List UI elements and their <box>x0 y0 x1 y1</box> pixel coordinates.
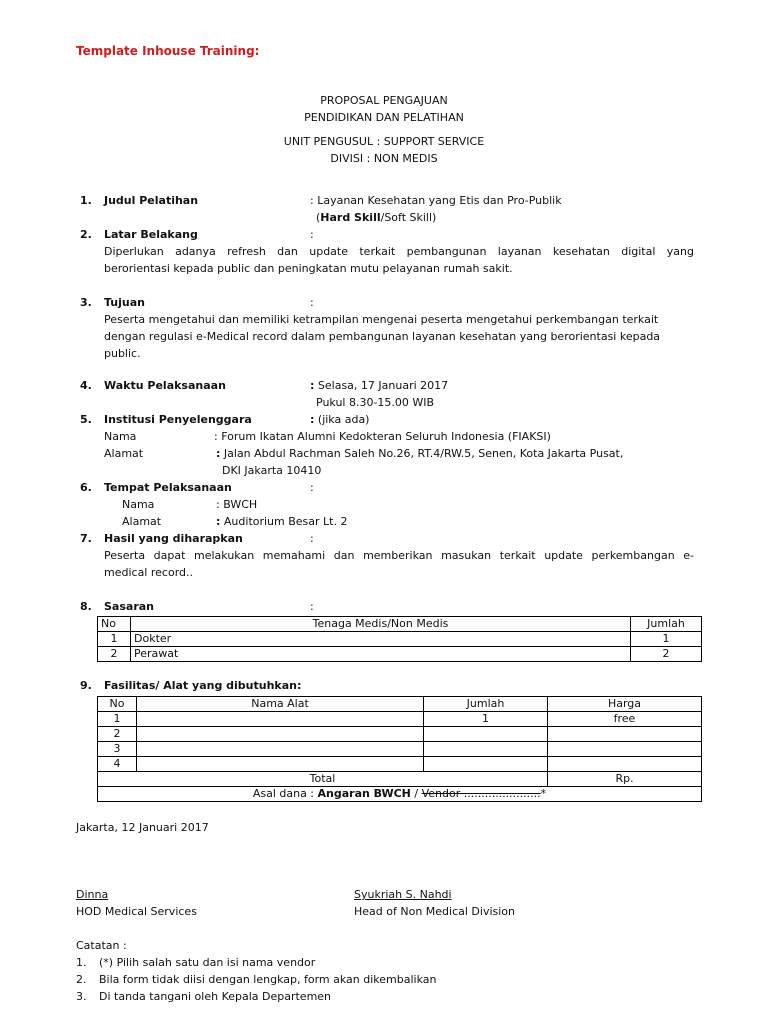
table-cell: 1 <box>98 632 131 647</box>
s1-number: 1. <box>80 194 92 207</box>
s6-name-label: Nama <box>122 498 155 511</box>
s2-line-2: berorientasi kepada public dan peningkatan mutu pelayanan rumah sakit. <box>104 262 513 275</box>
s3-line-1: Peserta mengetahui dan memiliki ketrampilan mengenai peserta mengetahui perkembangan terkait <box>104 313 659 326</box>
fund-row <box>98 787 702 802</box>
fund-source: Asal dana : Angaran BWCH / Vendor ......................* <box>98 787 702 802</box>
signature-right-title: Head of Non Medical Division <box>354 905 516 918</box>
table-cell: 1 <box>631 632 702 647</box>
table-cell <box>137 757 424 772</box>
divisi: DIVISI : NON MEDIS <box>330 152 438 165</box>
table-row <box>98 647 702 662</box>
note-3-number: 3. <box>76 990 87 1003</box>
signature-left-name: Dinna <box>76 888 109 901</box>
s3-number: 3. <box>80 296 92 309</box>
table-cell <box>548 742 702 757</box>
sasaran-table <box>97 616 702 662</box>
note-1-number: 1. <box>76 956 87 969</box>
table-header-cell: Jumlah <box>424 697 548 712</box>
total-value: Rp. <box>548 772 702 787</box>
table-cell <box>424 742 548 757</box>
s5-addr-line-1: : Jalan Abdul Rachman Saleh No.26, RT.4/RW.5, Senen, Kota Jakarta Pusat, <box>216 447 624 460</box>
table-row <box>98 727 702 742</box>
s3-line-3: public. <box>104 347 141 360</box>
s1-value: : Layanan Kesehatan yang Etis dan Pro-Publik <box>310 194 562 207</box>
table-row <box>98 757 702 772</box>
s6-addr-label: Alamat <box>122 515 162 528</box>
table-row <box>98 632 702 647</box>
s3-colon: : <box>310 296 314 309</box>
table-row <box>98 712 702 727</box>
s7-colon: : <box>310 532 314 545</box>
s5-number: 5. <box>80 413 92 426</box>
note-1-text: (*) Pilih salah satu dan isi nama vendor <box>99 956 316 969</box>
s5-name-label: Nama <box>104 430 137 443</box>
s6-addr-value: : Auditorium Besar Lt. 2 <box>216 515 348 528</box>
signature-left-title: HOD Medical Services <box>76 905 197 918</box>
s8-colon: : <box>310 600 314 613</box>
s5-addr-line-2: DKI Jakarta 10410 <box>222 464 322 477</box>
s6-number: 6. <box>80 481 92 494</box>
s4-time: Pukul 8.30-15.00 WIB <box>316 396 435 409</box>
table-header-row <box>98 697 702 712</box>
table-cell: 3 <box>98 742 137 757</box>
signature-right-name: Syukriah S. Nahdi <box>354 888 452 901</box>
table-cell: 2 <box>631 647 702 662</box>
s7-line-2: medical record.. <box>104 566 193 579</box>
s2-number: 2. <box>80 228 92 241</box>
total-row <box>98 772 702 787</box>
s8-number: 8. <box>80 600 92 613</box>
table-row <box>98 742 702 757</box>
table-cell <box>137 712 424 727</box>
s2-line-1: Diperlukan adanya refresh dan update terkait pembangunan layanan kesehatan digital yang <box>104 245 694 258</box>
table-cell: 2 <box>98 727 137 742</box>
s2-colon: : <box>310 228 314 241</box>
table-cell <box>548 757 702 772</box>
s5-note: : (jika ada) <box>310 413 370 426</box>
s6-colon: : <box>310 481 314 494</box>
s3-title: Tujuan <box>104 296 145 309</box>
s7-title: Hasil yang diharapkan <box>104 532 243 545</box>
s7-number: 7. <box>80 532 92 545</box>
s5-title: Institusi Penyelenggara <box>104 413 252 426</box>
table-cell <box>548 727 702 742</box>
s1-skill: (Hard Skill/Soft Skill) <box>316 211 437 224</box>
table-header-cell: Tenaga Medis/Non Medis <box>131 617 631 632</box>
unit-pengusul: UNIT PENGUSUL : SUPPORT SERVICE <box>283 135 485 148</box>
title-line-1: PROPOSAL PENGAJUAN <box>320 94 448 107</box>
s4-title: Waktu Pelaksanaan <box>104 379 226 392</box>
s4-number: 4. <box>80 379 92 392</box>
s2-title: Latar Belakang <box>104 228 198 241</box>
s9-title: Fasilitas/ Alat yang dibutuhkan: <box>104 679 302 692</box>
s6-title: Tempat Pelaksanaan <box>104 481 232 494</box>
template-label: Template Inhouse Training: <box>76 44 260 58</box>
s5-addr-label: Alamat <box>104 447 144 460</box>
table-cell <box>424 727 548 742</box>
note-3-text: Di tanda tangani oleh Kepala Departemen <box>99 990 332 1003</box>
table-header-cell: No <box>98 617 131 632</box>
note-2-text: Bila form tidak diisi dengan lengkap, form akan dikembalikan <box>99 973 437 986</box>
s7-line-1: Peserta dapat melakukan memahami dan memberikan masukan terkait update perkembangan e- <box>104 549 694 562</box>
table-cell: Perawat <box>131 647 631 662</box>
note-2-number: 2. <box>76 973 87 986</box>
table-header-cell: Harga <box>548 697 702 712</box>
s6-name-value: : BWCH <box>216 498 258 511</box>
s4-date: : Selasa, 17 Januari 2017 <box>310 379 449 392</box>
table-cell: 1 <box>424 712 548 727</box>
s9-number: 9. <box>80 679 92 692</box>
notes-title: Catatan : <box>76 939 127 952</box>
table-cell <box>424 757 548 772</box>
table-cell: 2 <box>98 647 131 662</box>
fasilitas-table <box>97 696 702 802</box>
total-label: Total <box>98 772 548 787</box>
place-date: Jakarta, 12 Januari 2017 <box>76 821 209 834</box>
table-cell: 1 <box>98 712 137 727</box>
table-header-cell: Nama Alat <box>137 697 424 712</box>
table-header-cell: Jumlah <box>631 617 702 632</box>
table-cell: 4 <box>98 757 137 772</box>
s3-line-2: dengan regulasi e-Medical record dalam pembangunan layanan kesehatan yang berorientasi kepada <box>104 330 661 343</box>
table-cell <box>137 727 424 742</box>
table-cell: free <box>548 712 702 727</box>
s5-name-value: : Forum Ikatan Alumni Kedokteran Seluruh Indonesia (FIAKSI) <box>214 430 551 443</box>
table-header-row <box>98 617 702 632</box>
table-header-cell: No <box>98 697 137 712</box>
s1-title: Judul Pelatihan <box>104 194 199 207</box>
s8-title: Sasaran <box>104 600 154 613</box>
table-cell <box>137 742 424 757</box>
table-cell: Dokter <box>131 632 631 647</box>
title-line-2: PENDIDIKAN DAN PELATIHAN <box>304 111 464 124</box>
